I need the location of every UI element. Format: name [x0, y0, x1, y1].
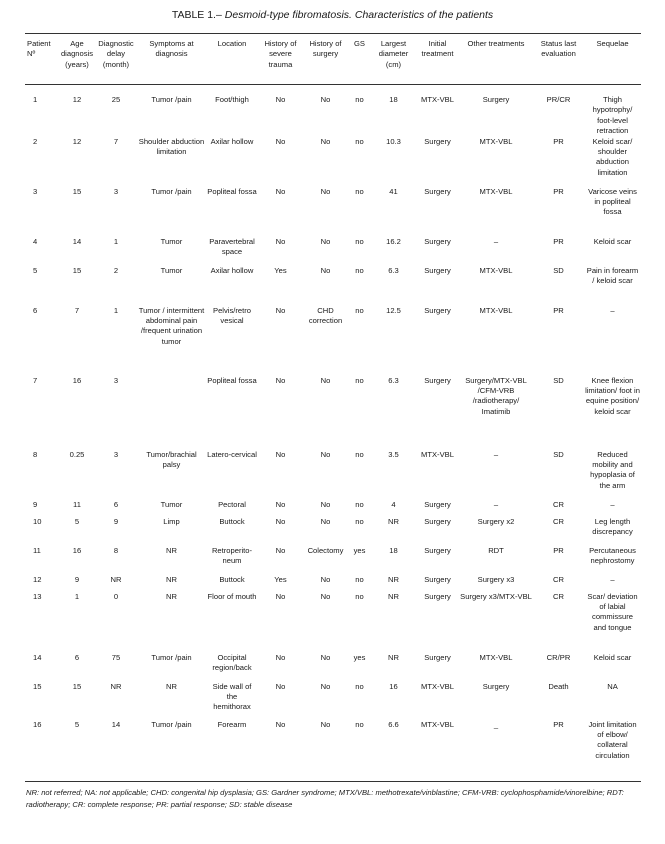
table-row [25, 85, 641, 137]
table-cell: Retroperito-neum [211, 545, 253, 566]
table-cell: No [320, 449, 331, 459]
table-cell: 10.3 [386, 136, 401, 146]
table-cell: 16 [389, 681, 398, 691]
table-cell: 15 [72, 681, 82, 691]
table-cell: Tumor [160, 499, 183, 509]
table-cell: No [275, 499, 286, 509]
table-cell: yes [353, 652, 366, 662]
table-cell: no [355, 305, 364, 315]
table-cell: 9 [113, 516, 119, 526]
table-cell: 12 [72, 95, 82, 104]
table-cell: Thigh hypotrophy/ foot-level retraction [592, 95, 633, 136]
table-cell: NR [166, 681, 177, 691]
column-header: Patient Nº [27, 39, 51, 59]
table-cell: Surgery [424, 499, 451, 509]
table-cell: Tumor [160, 265, 183, 275]
table-cell: MTX-VBL [479, 305, 513, 315]
table-cell: No [275, 681, 286, 691]
table-cell: MTX-VBL [421, 449, 454, 459]
table-cell: Tumor /pain [151, 719, 192, 729]
table-cell: no [355, 499, 364, 509]
table-cell: 3 [113, 375, 119, 385]
table-cell: NR [110, 574, 122, 584]
table-cell: NR [388, 652, 399, 662]
table-cell: 13 [33, 591, 42, 601]
table-row [25, 517, 641, 546]
table-cell: yes [353, 545, 366, 555]
table-footnote: NR: not referred; NA: not applicable; CHD: congenital hip dysplasia; GS: Gardner syndrome; MTX/VBL: methotrexate/vinblastine; CFM-VRB: cyclophosphamide/vinorelbine; RDT: radiotherapy; CR: complete response; PR: partial response; SD: stable disease [26, 788, 624, 809]
table-cell: 6.3 [388, 375, 399, 385]
table-cell: 3 [33, 186, 38, 196]
table-cell: 12 [33, 574, 42, 584]
table-cell: MTX-VBL [421, 681, 454, 691]
table-cell: Keloid scar/ shoulder abduction limitation [592, 136, 633, 177]
table-cell: 18 [389, 545, 398, 555]
table-cell: Surgery [482, 95, 510, 104]
column-header: Other treatments [467, 39, 525, 48]
table-cell: No [275, 545, 286, 555]
table-cell: No [275, 652, 286, 662]
table-cell: Colectomy [307, 545, 344, 555]
table-cell: Surgery [424, 265, 451, 275]
column-header: History of severe trauma [264, 39, 297, 69]
table-cell: 10 [33, 516, 42, 526]
table-cell: MTX-VBL [479, 652, 513, 662]
table-cell: NR [166, 545, 177, 555]
table-cell: No [320, 499, 331, 509]
table-cell: MTX-VBL [479, 136, 513, 146]
table-cell: 16.2 [386, 236, 401, 246]
table-cell: Tumor /pain [151, 95, 192, 104]
table-cell: CR [553, 499, 564, 509]
table-cell: 11 [73, 499, 81, 509]
column-header: Location [217, 39, 247, 48]
table-cell: no [355, 265, 364, 275]
table-cell: PR [553, 186, 564, 196]
table-cell: Surgery/MTX-VBL /CFM-VRB /radiotherapy/ Imatimib [465, 375, 527, 416]
table-cell: 11 [33, 545, 41, 555]
table-cell: 0.25 [69, 449, 85, 459]
table-cell: Yes [274, 265, 287, 275]
table-cell: 8 [33, 449, 38, 459]
table-cell: MTX-VBL [479, 265, 513, 275]
table-cell: Death [548, 681, 569, 691]
table-row [25, 592, 641, 653]
table-cell: Paravertebral space [209, 236, 255, 257]
table-cell: Floor of mouth [207, 591, 257, 601]
table-cell: Keloid scar [593, 236, 632, 246]
table-cell: Pectoral [218, 499, 246, 509]
table-cell: Pelvis/retro vesical [213, 305, 251, 326]
table-cell: 16 [72, 375, 82, 385]
table-cell: 5 [33, 265, 38, 275]
table-cell: NR [110, 681, 122, 691]
table-row [25, 720, 641, 782]
table-cell: PR [553, 136, 564, 146]
table-row [25, 575, 641, 592]
table-cell: Surgery [482, 681, 510, 691]
table-cell: Popliteal fossa [207, 375, 257, 385]
table-cell: Axilar hollow [210, 265, 254, 275]
table-cell: No [320, 236, 331, 246]
table-cell: Pain in forearm / keloid scar [586, 265, 639, 286]
table-cell: No [275, 136, 286, 146]
table-cell: Knee flexion limitation/ foot in equine position/ keloid scar [585, 375, 640, 416]
table-cell: No [275, 305, 286, 315]
table-cell: Leg length discrepancy [592, 516, 633, 537]
column-header: Age diagnosis (years) [60, 39, 94, 69]
table-cell: no [355, 516, 364, 526]
table-cell: 12 [72, 136, 82, 146]
table-cell: Buttock [219, 516, 245, 526]
table-cell: PR [553, 719, 564, 729]
table-row [25, 450, 641, 500]
table-cell: No [320, 375, 331, 385]
table-cell: 3 [113, 186, 119, 196]
table-cell: No [275, 236, 286, 246]
table-cell: PR/CR [546, 95, 571, 104]
table-cell: Surgery [424, 574, 451, 584]
table-cell: MTX-VBL [421, 95, 454, 104]
table-cell: 5 [74, 719, 80, 729]
table-cell: No [275, 591, 286, 601]
table-cell: No [320, 136, 331, 146]
table-cell: 2 [33, 136, 38, 146]
table-cell: No [275, 719, 286, 729]
table-cell: NR [388, 591, 399, 601]
table-cell: Surgery [424, 136, 451, 146]
table-cell: 1 [113, 236, 119, 246]
table-cell: Shoulder abduction limitation [138, 136, 205, 157]
table-cell: – [493, 499, 499, 509]
table-cell: PR [553, 545, 564, 555]
table-cell: NA [607, 681, 618, 691]
table-cell: Surgery [424, 652, 451, 662]
table-row [25, 546, 641, 575]
table-cell: Tumor [160, 236, 183, 246]
table-cell: 6.6 [388, 719, 399, 729]
table-cell: Surgery [424, 516, 451, 526]
table-cell: CR/PR [546, 652, 571, 662]
column-header: Diagnostic delay (month) [98, 39, 134, 69]
table-cell: NR [388, 516, 399, 526]
table-row [25, 500, 641, 517]
table-cell: No [320, 652, 331, 662]
table-row [25, 187, 641, 237]
header-row [25, 34, 641, 85]
table-cell: _ [493, 719, 499, 729]
table-cell: 1 [33, 95, 38, 104]
table-cell: NR [166, 574, 177, 584]
table-row [25, 137, 641, 187]
table-cell: no [355, 375, 364, 385]
table-cell: 4 [391, 499, 396, 509]
table-cell: no [355, 136, 364, 146]
table-cell: no [355, 449, 364, 459]
table-cell: 14 [72, 236, 82, 246]
table-cell: RDT [488, 545, 504, 555]
table-cell: PR [553, 236, 564, 246]
table-cell: No [275, 375, 286, 385]
table-cell: No [275, 95, 286, 104]
table-cell: no [355, 95, 364, 104]
column-header: GS [354, 39, 365, 48]
table-cell: CR [553, 591, 564, 601]
table-cell: No [275, 449, 286, 459]
table-cell: 12.5 [386, 305, 401, 315]
table-cell: Forearm [217, 719, 247, 729]
table-cell: Surgery [424, 305, 451, 315]
table-cell: 25 [111, 95, 121, 104]
table-cell: CR [553, 574, 564, 584]
table-cell: Foot/thigh [215, 95, 249, 104]
table-cell: 8 [113, 545, 119, 555]
table-body [25, 85, 641, 782]
table-cell: no [355, 186, 364, 196]
table-title [0, 9, 665, 21]
table-title-prefix: TABLE 1.– [171, 9, 222, 21]
table-cell: Popliteal fossa [207, 186, 257, 196]
column-header: Sequelae [596, 39, 629, 48]
table-row [25, 653, 641, 682]
table-cell: Surgery [424, 236, 451, 246]
table-cell: Percutaneous nephrostomy [589, 545, 636, 566]
table-cell: 9 [74, 574, 80, 584]
table-row [25, 237, 641, 266]
table-cell: 7 [74, 305, 80, 315]
table-cell: 6 [33, 305, 38, 315]
table-cell: 4 [33, 236, 38, 246]
column-header: History of surgery [309, 39, 342, 59]
table-cell: Surgery x3 [477, 574, 515, 584]
table-cell: SD [553, 375, 564, 385]
table-cell: Reduced mobility and hypoplasia of the arm [590, 449, 635, 490]
table-cell: SD [553, 449, 564, 459]
table-cell: CR [553, 516, 564, 526]
table-cell: No [320, 516, 331, 526]
table-cell: 16 [33, 719, 42, 729]
table-cell: 6.3 [388, 265, 399, 275]
table-header [25, 34, 641, 85]
table-cell: Surgery [424, 591, 451, 601]
table-cell: Scar/ deviation of labial commissure and tongue [587, 591, 638, 632]
table-cell: 14 [111, 719, 121, 729]
table-cell: Tumor /pain [151, 186, 192, 196]
table-cell [137, 376, 206, 450]
table-cell: No [275, 186, 286, 196]
table-cell: Tumor/brachial palsy [146, 449, 197, 470]
column-header: Initial treatment [421, 39, 454, 59]
table-cell: no [355, 719, 364, 729]
table-cell: Limp [163, 516, 180, 526]
table-cell: 15 [72, 186, 82, 196]
patients-table [25, 33, 641, 782]
column-header: Largest diameter (cm) [378, 39, 409, 69]
table-cell: – [610, 305, 615, 315]
table-cell: Surgery x3/MTX-VBL [460, 591, 532, 601]
table-cell: Tumor /pain [151, 652, 192, 662]
table-row [25, 306, 641, 376]
table-cell: MTX-VBL [421, 719, 454, 729]
table-cell: no [355, 574, 364, 584]
table-cell: 1 [74, 591, 80, 601]
table-cell: 9 [33, 499, 38, 509]
table-cell: no [355, 591, 364, 601]
table-cell: Yes [274, 574, 287, 584]
table-title-text: Desmoid-type fibromatosis. Characteristics of the patients [221, 9, 494, 21]
table-cell: 3.5 [388, 449, 399, 459]
table-cell: Surgery [424, 186, 451, 196]
table-cell: 15 [72, 265, 82, 275]
table-cell: Keloid scar [593, 652, 632, 662]
table-cell: NR [166, 591, 177, 601]
table-cell: No [320, 681, 331, 691]
table-cell: MTX-VBL [479, 186, 513, 196]
table-cell: PR [553, 305, 564, 315]
column-header: Status last evaluation [540, 39, 577, 59]
table-cell: Buttock [219, 574, 245, 584]
table-cell: Side wall of the hemithorax [212, 681, 252, 712]
table-cell: 3 [113, 449, 119, 459]
table-cell: Surgery x2 [477, 516, 515, 526]
table-cell: CHD correction [308, 305, 343, 326]
table-cell: 18 [389, 95, 398, 104]
table-cell: no [355, 236, 364, 246]
table-row [25, 266, 641, 306]
table-cell: 0 [113, 591, 119, 601]
table-cell: 7 [33, 375, 38, 385]
table-cell: – [493, 236, 499, 246]
table-cell: No [320, 591, 331, 601]
table-cell: Surgery [424, 375, 451, 385]
table-cell: – [493, 449, 499, 459]
table-cell: Tumor / intermittent abdominal pain /frequent urination tumor [138, 305, 205, 346]
table-cell: 15 [33, 681, 42, 691]
table-cell: Latero-cervical [207, 449, 257, 459]
table-cell: – [610, 499, 615, 509]
table-row [25, 376, 641, 450]
table-cell: Joint limitation of elbow/ collateral circulation [588, 719, 637, 760]
column-header: Symptoms at diagnosis [149, 39, 194, 59]
table-cell: 41 [389, 186, 398, 196]
table-cell: 5 [74, 516, 80, 526]
table-cell: No [320, 95, 331, 104]
table-cell: 6 [74, 652, 80, 662]
table-cell: Varicose veins in popliteal fossa [588, 186, 637, 217]
table-cell: No [320, 265, 331, 275]
table-cell: No [275, 516, 286, 526]
table-cell: 16 [72, 545, 82, 555]
table-cell: 1 [113, 305, 119, 315]
table-cell: 75 [111, 652, 121, 662]
table-row [25, 682, 641, 720]
table-cell: No [320, 186, 331, 196]
table-cell: 2 [113, 265, 119, 275]
table-cell: Surgery [424, 545, 451, 555]
table-cell: Axilar hollow [210, 136, 254, 146]
table-cell: NR [388, 574, 399, 584]
table-cell: SD [553, 265, 564, 275]
table-cell: 6 [113, 499, 119, 509]
table-cell: No [320, 574, 331, 584]
table-cell: Occipital region/back [212, 652, 252, 673]
table-cell: – [610, 574, 615, 584]
table-cell: no [355, 681, 364, 691]
table-cell: 7 [113, 136, 119, 146]
table-cell: 14 [33, 652, 42, 662]
table-cell: No [320, 719, 331, 729]
